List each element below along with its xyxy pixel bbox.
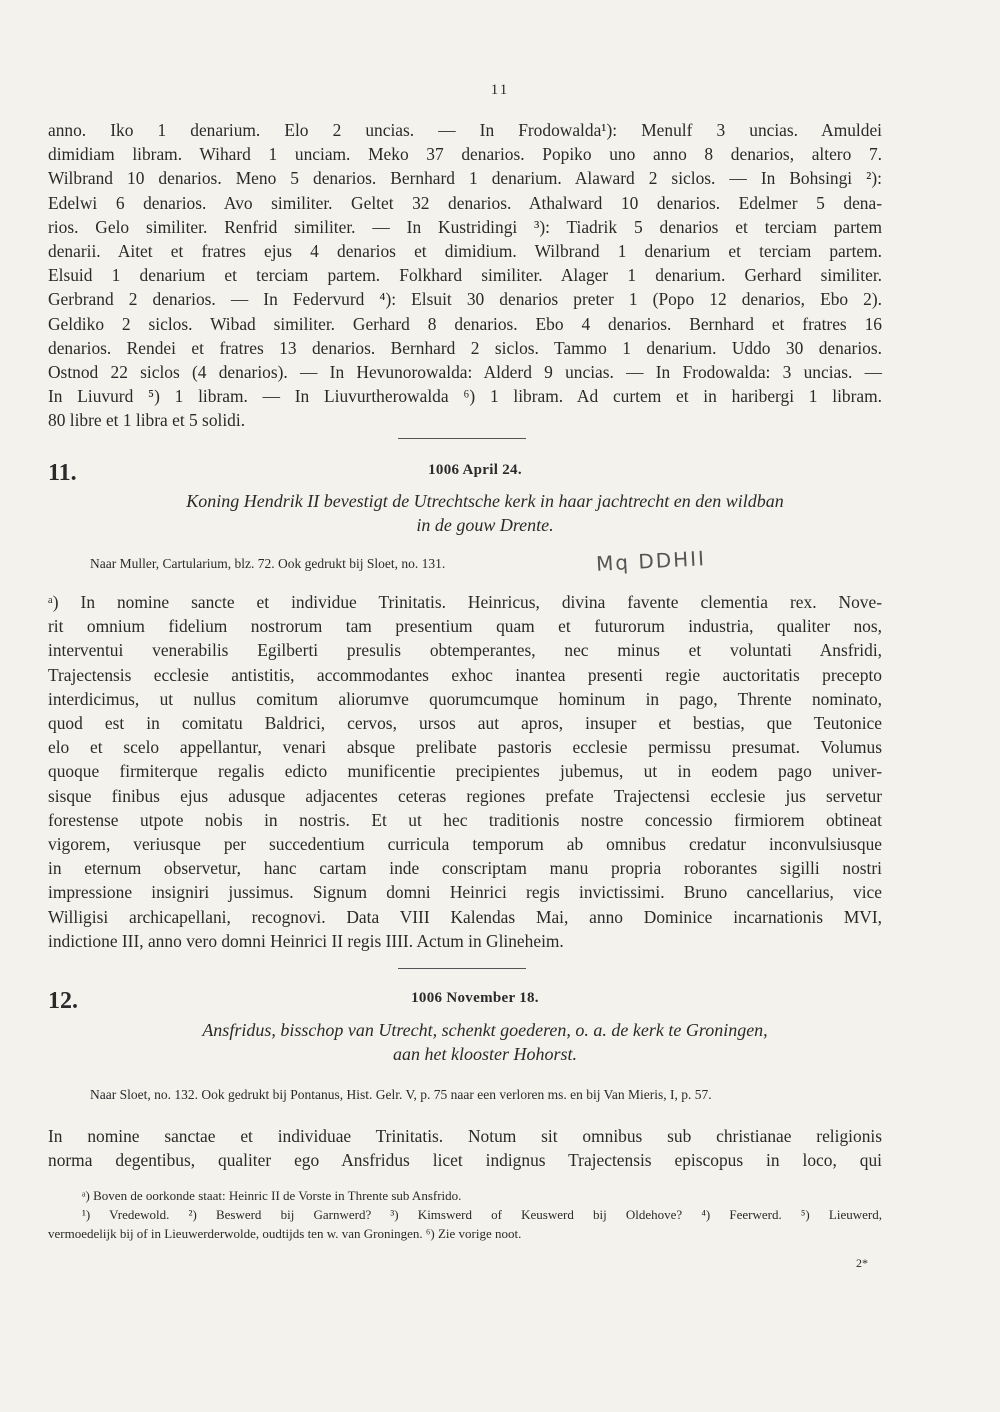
text-line: Elsuid 1 denarium et terciam partem. Folkhard similiter. Alager 1 denarium. Gerhard similiter. — [48, 265, 882, 286]
text-line: denarios. Rendei et fratres 13 denarios. Bernhard 2 siclos. Tammo 1 denarium. Uddo 30 denarios. — [48, 337, 882, 358]
text-line: rit omnium fidelium nostrorum tam presentium quam et futurorum industria, qualiter nos, — [48, 616, 882, 637]
source-note: Naar Sloet, no. 132. Ook gedrukt bij Pontanus, Hist. Gelr. V, p. 75 naar een verloren ms. en bij Van Mieris, I, p. 57. — [90, 1087, 712, 1102]
footnote-line: vermoedelijk bij of in Lieuwerderwolde, oudtijds ten w. van Groningen. ⁶) Zie vorige noot. — [48, 1226, 522, 1241]
text-line: Geldiko 2 siclos. Wibad similiter. Gerhard 8 denarios. Ebo 4 denarios. Bernhard et fratres 16 — [48, 313, 882, 334]
page-number: 11 — [490, 82, 510, 98]
footnotes — [48, 1186, 882, 1243]
summary-line: Ansfridus, bisschop van Utrecht, schenkt goederen, o. a. de kerk te Groningen, — [202, 1020, 768, 1040]
text-line: In nomine sanctae et individuae Trinitatis. Notum sit omnibus sub christianae religionis — [48, 1126, 882, 1146]
text-line: denarii. Aitet et fratres ejus 4 denarios et dimidium. Wilbrand 1 denarium et terciam partem. — [48, 241, 882, 262]
text-line: 80 libre et 1 libra et 5 solidi. — [48, 410, 246, 431]
text-line: sisque finibus ejus adusque adjacentes ceteras regiones prefate Trajectensi ecclesie jus servetur — [48, 785, 882, 806]
charter-text — [48, 590, 882, 953]
footnote-a: ᵃ) Boven de oorkonde staat: Heinric II de Vorste in Thrente sub Ansfrido. — [82, 1188, 462, 1203]
section-divider — [398, 438, 526, 439]
text-line: ᵃ) In nomine sancte et individue Trinitatis. Heinricus, divina favente clementia rex. Nove- — [48, 592, 882, 612]
text-line: elo et scelo appellantur, venari absque prelibate pastoris ecclesie permissu presumat. Volumus — [48, 737, 882, 758]
text-line: Gerbrand 2 denarios. — In Federvurd ⁴): Elsuit 30 denarios preter 1 (Popo 12 denarios, Ebo 2). — [48, 289, 882, 310]
text-line: vigorem, veriusque per succedentium curricula temporum ab omnibus credatur inconvulsiusque — [48, 834, 882, 855]
text-line: impressione insigniri jussimus. Signum domni Heinrici regis invictissimi. Bruno cancellarius, vice — [48, 882, 882, 903]
text-line: quod est in comitatu Baldrici, cervos, ursos aut apros, insuper et bestias, que Teutonice — [48, 713, 882, 734]
document-number: 12. — [48, 988, 78, 1014]
text-line: Ostnod 22 siclos (4 denarios). — In Hevunorowalda: Alderd 9 uncias. — In Frodowalda: 3 uncias. — — [48, 362, 882, 383]
summary-line: in de gouw Drente. — [416, 515, 554, 535]
source-note: Naar Muller, Cartularium, blz. 72. Ook gedrukt bij Sloet, no. 131. — [90, 556, 446, 571]
document-number: 11. — [48, 460, 77, 486]
document-summary — [90, 489, 880, 537]
text-line: forestense utpote nobis in nostris. Et ut hec traditionis nostre concessio firmiorem obtineat — [48, 809, 882, 830]
document-date: 1006 November 18. — [411, 990, 539, 1006]
summary-line: Koning Hendrik II bevestigt de Utrechtsche kerk in haar jachtrecht en den wildban — [186, 491, 784, 511]
summary-line: aan het klooster Hohorst. — [393, 1044, 577, 1064]
text-line: interventui venerabilis Egilberti presulis obtemperantes, nec minus et voluntati Ansfridi, — [48, 640, 882, 661]
document-date: 1006 April 24. — [428, 462, 522, 478]
text-line: quoque firmiterque regalis edicto munificentie precipientes jubemus, ut in eodem pago univer- — [48, 761, 882, 782]
text-line: Willigisi archicapellani, recognovi. Data VIII Kalendas Mai, anno Dominice incarnationis MVI, — [48, 906, 882, 927]
signature-mark: 2* — [856, 1256, 868, 1270]
text-line: In Liuvurd ⁵) 1 libram. — In Liuvurtherowalda ⁶) 1 libram. Ad curtem et in haribergi 1 libram. — [48, 386, 882, 407]
section-divider — [398, 968, 526, 969]
text-line: in eternum observetur, hanc cartam inde conscriptam manu propria roborantes sigilli nostri — [48, 858, 882, 879]
text-line: dimidiam libram. Wihard 1 unciam. Meko 37 denarios. Popiko uno anno 8 denarios, altero 7. — [48, 144, 882, 165]
handwritten-annotation: Mq DDHII — [595, 546, 707, 576]
text-line: Wilbrand 10 denarios. Meno 5 denarios. Bernhard 1 denarium. Alaward 2 siclos. — In Bohsingi ²): — [48, 168, 882, 189]
text-line: interdicimus, ut nullus comitum aliorumve quorumcumque hominum in pago, Thrente nominato, — [48, 688, 882, 709]
text-line: anno. Iko 1 denarium. Elo 2 uncias. — In Frodowalda¹): Menulf 3 uncias. Amuldei — [48, 120, 882, 140]
text-line: indictione III, anno vero domni Heinrici II regis IIII. Actum in Glineheim. — [48, 930, 564, 951]
text-line: norma degentibus, qualiter ego Ansfridus licet indignus Trajectensis episcopus in loco, qui — [48, 1150, 882, 1171]
footnote-line: ¹) Vredewold. ²) Beswerd bij Garnwerd? ³) Kimswerd of Keuswerd bij Oldehove? ⁴) Feerwerd. ⁵) Lieuwerd, — [82, 1207, 882, 1222]
text-line: Edelwi 6 denarios. Avo similiter. Geltet 32 denarios. Athalward 10 denarios. Edelmer 5 dena- — [48, 192, 882, 213]
document-summary — [90, 1018, 880, 1066]
text-line: Trajectensis ecclesie antistitis, accommodantes exhoc inantea presenti regie auctoritatis precepto — [48, 664, 882, 685]
continued-text — [48, 118, 882, 433]
charter-text — [48, 1124, 882, 1172]
text-line: rios. Gelo similiter. Renfrid similiter. — In Kustridingi ³): Tiadrik 5 denarios et terciam partem — [48, 216, 882, 237]
